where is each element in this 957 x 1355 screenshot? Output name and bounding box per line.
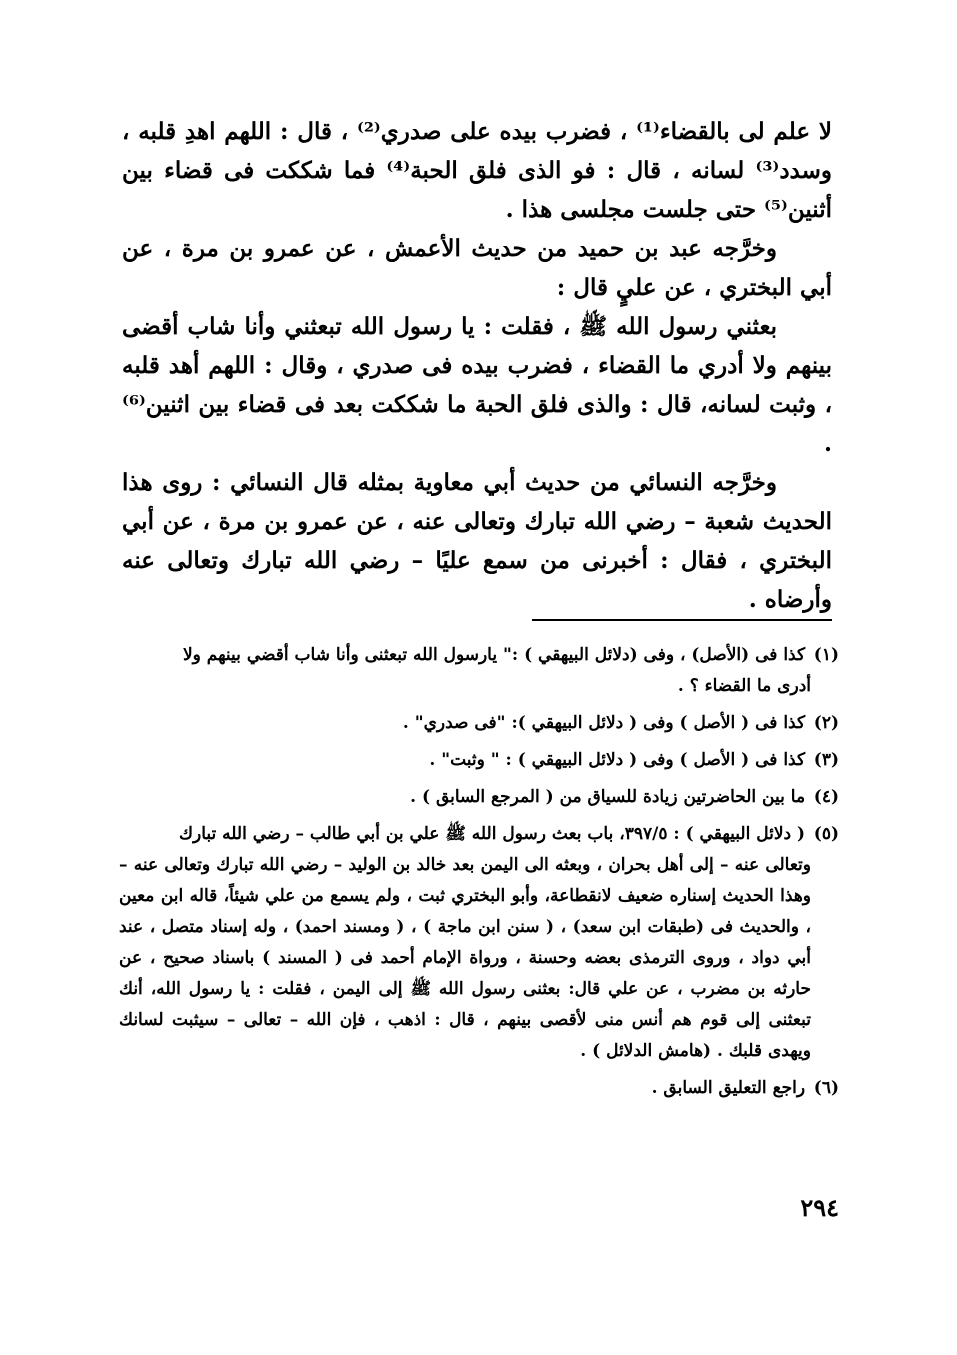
footnote-text: ( دلائل البيهقي ) : ٣٩٧/٥، باب بعث رسول الله ﷺ علي بن أبي طالب – رضي الله تبارك: [178, 824, 806, 844]
footnote-1: [119, 640, 839, 702]
footnote-3: [119, 745, 839, 776]
footnote-text: راجع التعليق السابق .: [651, 1078, 806, 1098]
footnotes-block: [119, 640, 839, 1110]
footnote-text: ما بين الحاضرتين زيادة للسياق من ( المرجع السابق ) .: [410, 787, 806, 807]
footnote-text-continued: وتعالى عنه – إلى أهل بحران ، وبعثه الى اليمن بعد خالد بن الوليد – رضي الله تبارك وتعالى عنه – وهذا الحديث إسناره ضعيف لانقطاعة، وأبو البختري ثبت ، ولم يسمع من علي شيئاً، قاله ابن معين ، والحديث فى (طبقات ابن سعد) ، ( سنن ابن ماجة ) ، ( ومسند احمد) ، وله إسناد متصل ، عند أبي دواد ، وروى الترمذى بعضه وحسنة ، ورواة الإمام أحمد فى ( المسند ) باسناد صحيح ، عن حارثه بن مضرب ، عن علي قال: بعثنى رسول الله ﷺ إلى اليمن ، فقلت : يا رسول الله، أنك تبعثنى إلى قوم هم أنس منى لأقصى بينهم ، قال : اذهب ، فإن الله – تعالى – سيثبت لسانك ويهدى قلبك . (هامش الدلائل ) .: [119, 855, 811, 1061]
footnote-6: [119, 1073, 839, 1104]
footnote-number: (٥): [813, 824, 839, 844]
main-paragraph-4: وخرَّجه النسائي من حديث أبي معاوية بمثله قال النسائي : روى هذا الحديث شعبة – رضي الله تبارك وتعالى عنه ، عن عمرو بن مرة ، عن أبي البختري ، فقال : أخبرنى من سمع عليًا – رضي الله تبارك وتعالى عنه وأرضاه .: [122, 469, 832, 613]
footnote-text-continued: أدرى ما القضاء ؟ .: [677, 676, 811, 696]
footnote-divider: [532, 619, 832, 621]
footnote-text: كذا فى ( الأصل ) وفى ( دلائل البيهقي ): "فى صدري" .: [402, 713, 806, 733]
footnote-number: (٢): [813, 713, 839, 733]
footnote-number: (٣): [813, 750, 839, 770]
main-paragraph-3: بعثني رسول الله ﷺ ، فقلت : يا رسول الله تبعثني وأنا شاب أقضى بينهم ولا أدري ما القضاء ، فضرب بيده فى صدري ، وقال : اللهم أهد قلبه ، وثبت لسانه، قال : والذى فلق الحبة ما شككت بعد فى قضاء بين اثنين⁽⁶⁾ .: [122, 313, 832, 457]
main-paragraph-2: وخرَّجه عبد بن حميد من حديث الأعمش ، عن عمرو بن مرة ، عن أبي البختري ، عن عليٍ قال :: [122, 235, 832, 301]
footnote-number: (٤): [813, 787, 839, 807]
footnote-text: كذا فى (الأصل) ، وفى (دلائل البيهقي ) :" يارسول الله تبعثنى وأنا شاب أقضي بينهم ولا: [182, 645, 806, 665]
footnote-2: [119, 708, 839, 739]
footnote-4: [119, 782, 839, 813]
footnote-number: (١): [813, 645, 839, 665]
page-number: ٢٩٤: [800, 1193, 839, 1222]
footnote-5: [119, 819, 839, 1067]
footnote-number: (٦): [813, 1078, 839, 1098]
main-text-block: [122, 112, 832, 619]
main-paragraph-1: لا علم لى بالقضاء⁽¹⁾ ، فضرب بيده على صدري⁽²⁾ ، قال : اللهم اهدِ قلبه ، وسدد⁽³⁾ لسانه ، قال : فو الذى فلق الحبة⁽⁴⁾ فما شككت فى قضاء بين أثنين⁽⁵⁾ حتى جلست مجلسى هذا .: [122, 118, 833, 223]
footnote-text: كذا فى ( الأصل ) وفى ( دلائل البيهقي ) : " وثبت" .: [429, 750, 806, 770]
